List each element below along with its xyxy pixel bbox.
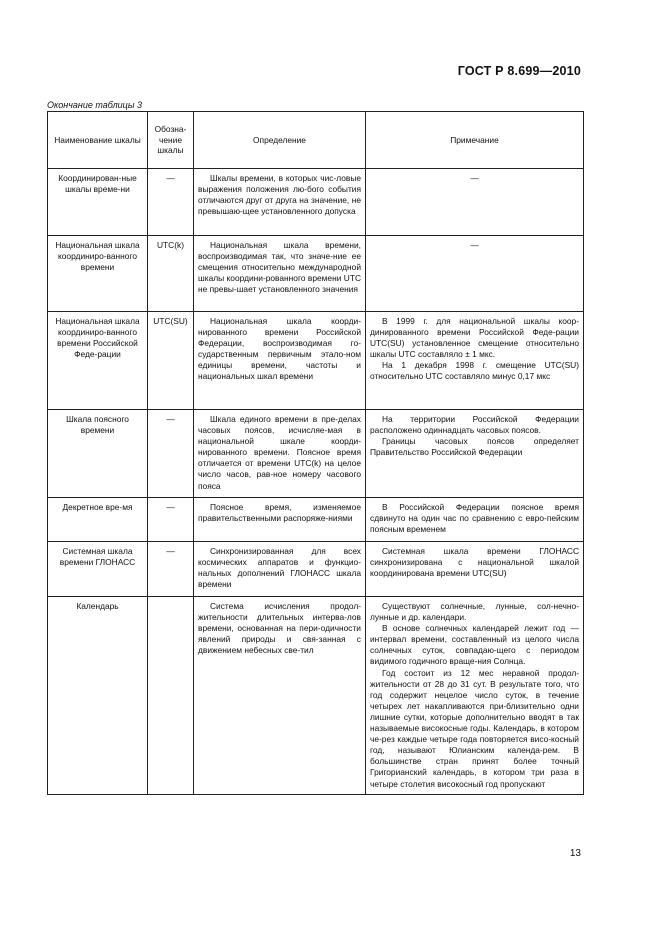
cell-abbr: — (148, 169, 194, 236)
cell-abbr: — (148, 498, 194, 542)
cell-note: В Российской Федерации поясное время сдвинуто на один час по сравнению с евро-пейским поясным временем (366, 498, 584, 542)
page-number: 13 (569, 848, 581, 859)
cell-abbr: — (148, 542, 194, 597)
cell-abbr: — (148, 410, 194, 498)
table-row (48, 597, 584, 795)
column-header-abbr: Обозна-чение шкалы (148, 112, 194, 169)
table-row (48, 169, 584, 236)
cell-name: Шкала поясного времени (48, 410, 148, 498)
document-header: ГОСТ Р 8.699—2010 (457, 64, 581, 78)
cell-name: Системная шкала времени ГЛОНАСС (48, 542, 148, 597)
cell-name: Координирован-ные шкалы време-ни (48, 169, 148, 236)
cell-name: Национальная шкала координиро-ванного времени Российской Феде-рации (48, 312, 148, 410)
cell-definition: Шкала единого времени в пре-делах часовых поясов, исчисляе-мая в национальной шкале коорди-нированного времени. Поясное время отличается от времени UTC(k) на целое число часов, рав-ное номеру часового пояса (194, 410, 366, 498)
cell-abbr: UTC(k) (148, 236, 194, 312)
cell-name: Декретное вре-мя (48, 498, 148, 542)
column-header-note: Примечание (366, 112, 584, 169)
table-row (48, 236, 584, 312)
cell-definition: Национальная шкала коорди-нированного времени Российской Федерации, воспроизводимая го-сударственным первичным этало-ном единицы времени, частоты и национальных шкал времени (194, 312, 366, 410)
cell-abbr: UTC(SU) (148, 312, 194, 410)
cell-name: Календарь (48, 597, 148, 795)
table-row (48, 312, 584, 410)
cell-definition: Система исчисления продол-жительности длительных интерва-лов времени, основанная на пери-одичности явлений природы и свя-занная с движением небесных све-тил (194, 597, 366, 795)
cell-definition: Поясное время, изменяемое правительственными распоряже-ниями (194, 498, 366, 542)
cell-note: На территории Российской Федерации расположено одиннадцать часовых поясов. Границы часовых поясов определяет Правительство Российской Федерации (366, 410, 584, 498)
table-header-row (48, 112, 584, 169)
cell-definition: Национальная шкала времени, воспроизводимая так, что значе-ние ее смещения относительно международной шкалы координи-рованного времени UTC не превы-шает установленного значения (194, 236, 366, 312)
definitions-table (47, 111, 584, 795)
cell-name: Национальная шкала координиро-ванного времени (48, 236, 148, 312)
cell-note: — (366, 236, 584, 312)
table-row (48, 542, 584, 597)
cell-definition: Шкалы времени, в которых чис-ловые выражения положения лю-бого события отличаются друг от друга на значение, не превышаю-щее установленного допуска (194, 169, 366, 236)
cell-note: В 1999 г. для национальной шкалы коор-динированного времени Российской Феде-рации UTC(SU) установленное смещение относительно шкалы UTC составляло ± 1 мкс. На 1 декабря 1998 г. смещение UTC(SU) относительно UTC составляло минус 0,17 мкс (366, 312, 584, 410)
column-header-definition: Определение (194, 112, 366, 169)
cell-abbr (148, 597, 194, 795)
table-caption: Окончание таблицы 3 (47, 100, 142, 110)
table-row (48, 498, 584, 542)
column-header-name: Наименование шкалы (48, 112, 148, 169)
cell-note: — (366, 169, 584, 236)
table-row (48, 410, 584, 498)
cell-note: Существуют солнечные, лунные, сол-нечно-лунные и др. календари. В основе солнечных календарей лежит год — интервал времени, составленный из целого числа солнечных суток, совпадаю-щего с периодом видимого годичного враще-ния Солнца. Год состоит из 12 мес неравной продол-жительности от 28 до 31 сут. В результате того, что год содержит нецелое число суток, в течение четырех лет накапливаются при-близительно одни лишние сутки, которые дополнительно вводят в так называемые високосные годы. Календарь, в котором че-рез каждые четыре года повторяется висо-косный год, называют Юлианским календа-рем. В большинстве стран принят более точный Григорианский календарь, в котором три раза в четыре столетия високосный год пропускают (366, 597, 584, 795)
cell-note: Системная шкала времени ГЛОНАСС синхронизирована с национальной шкалой координирована времени UTC(SU) (366, 542, 584, 597)
cell-definition: Синхронизированная для всех космических аппаратов и функцио-нальных дополнений ГЛОНАСС шкала времени (194, 542, 366, 597)
